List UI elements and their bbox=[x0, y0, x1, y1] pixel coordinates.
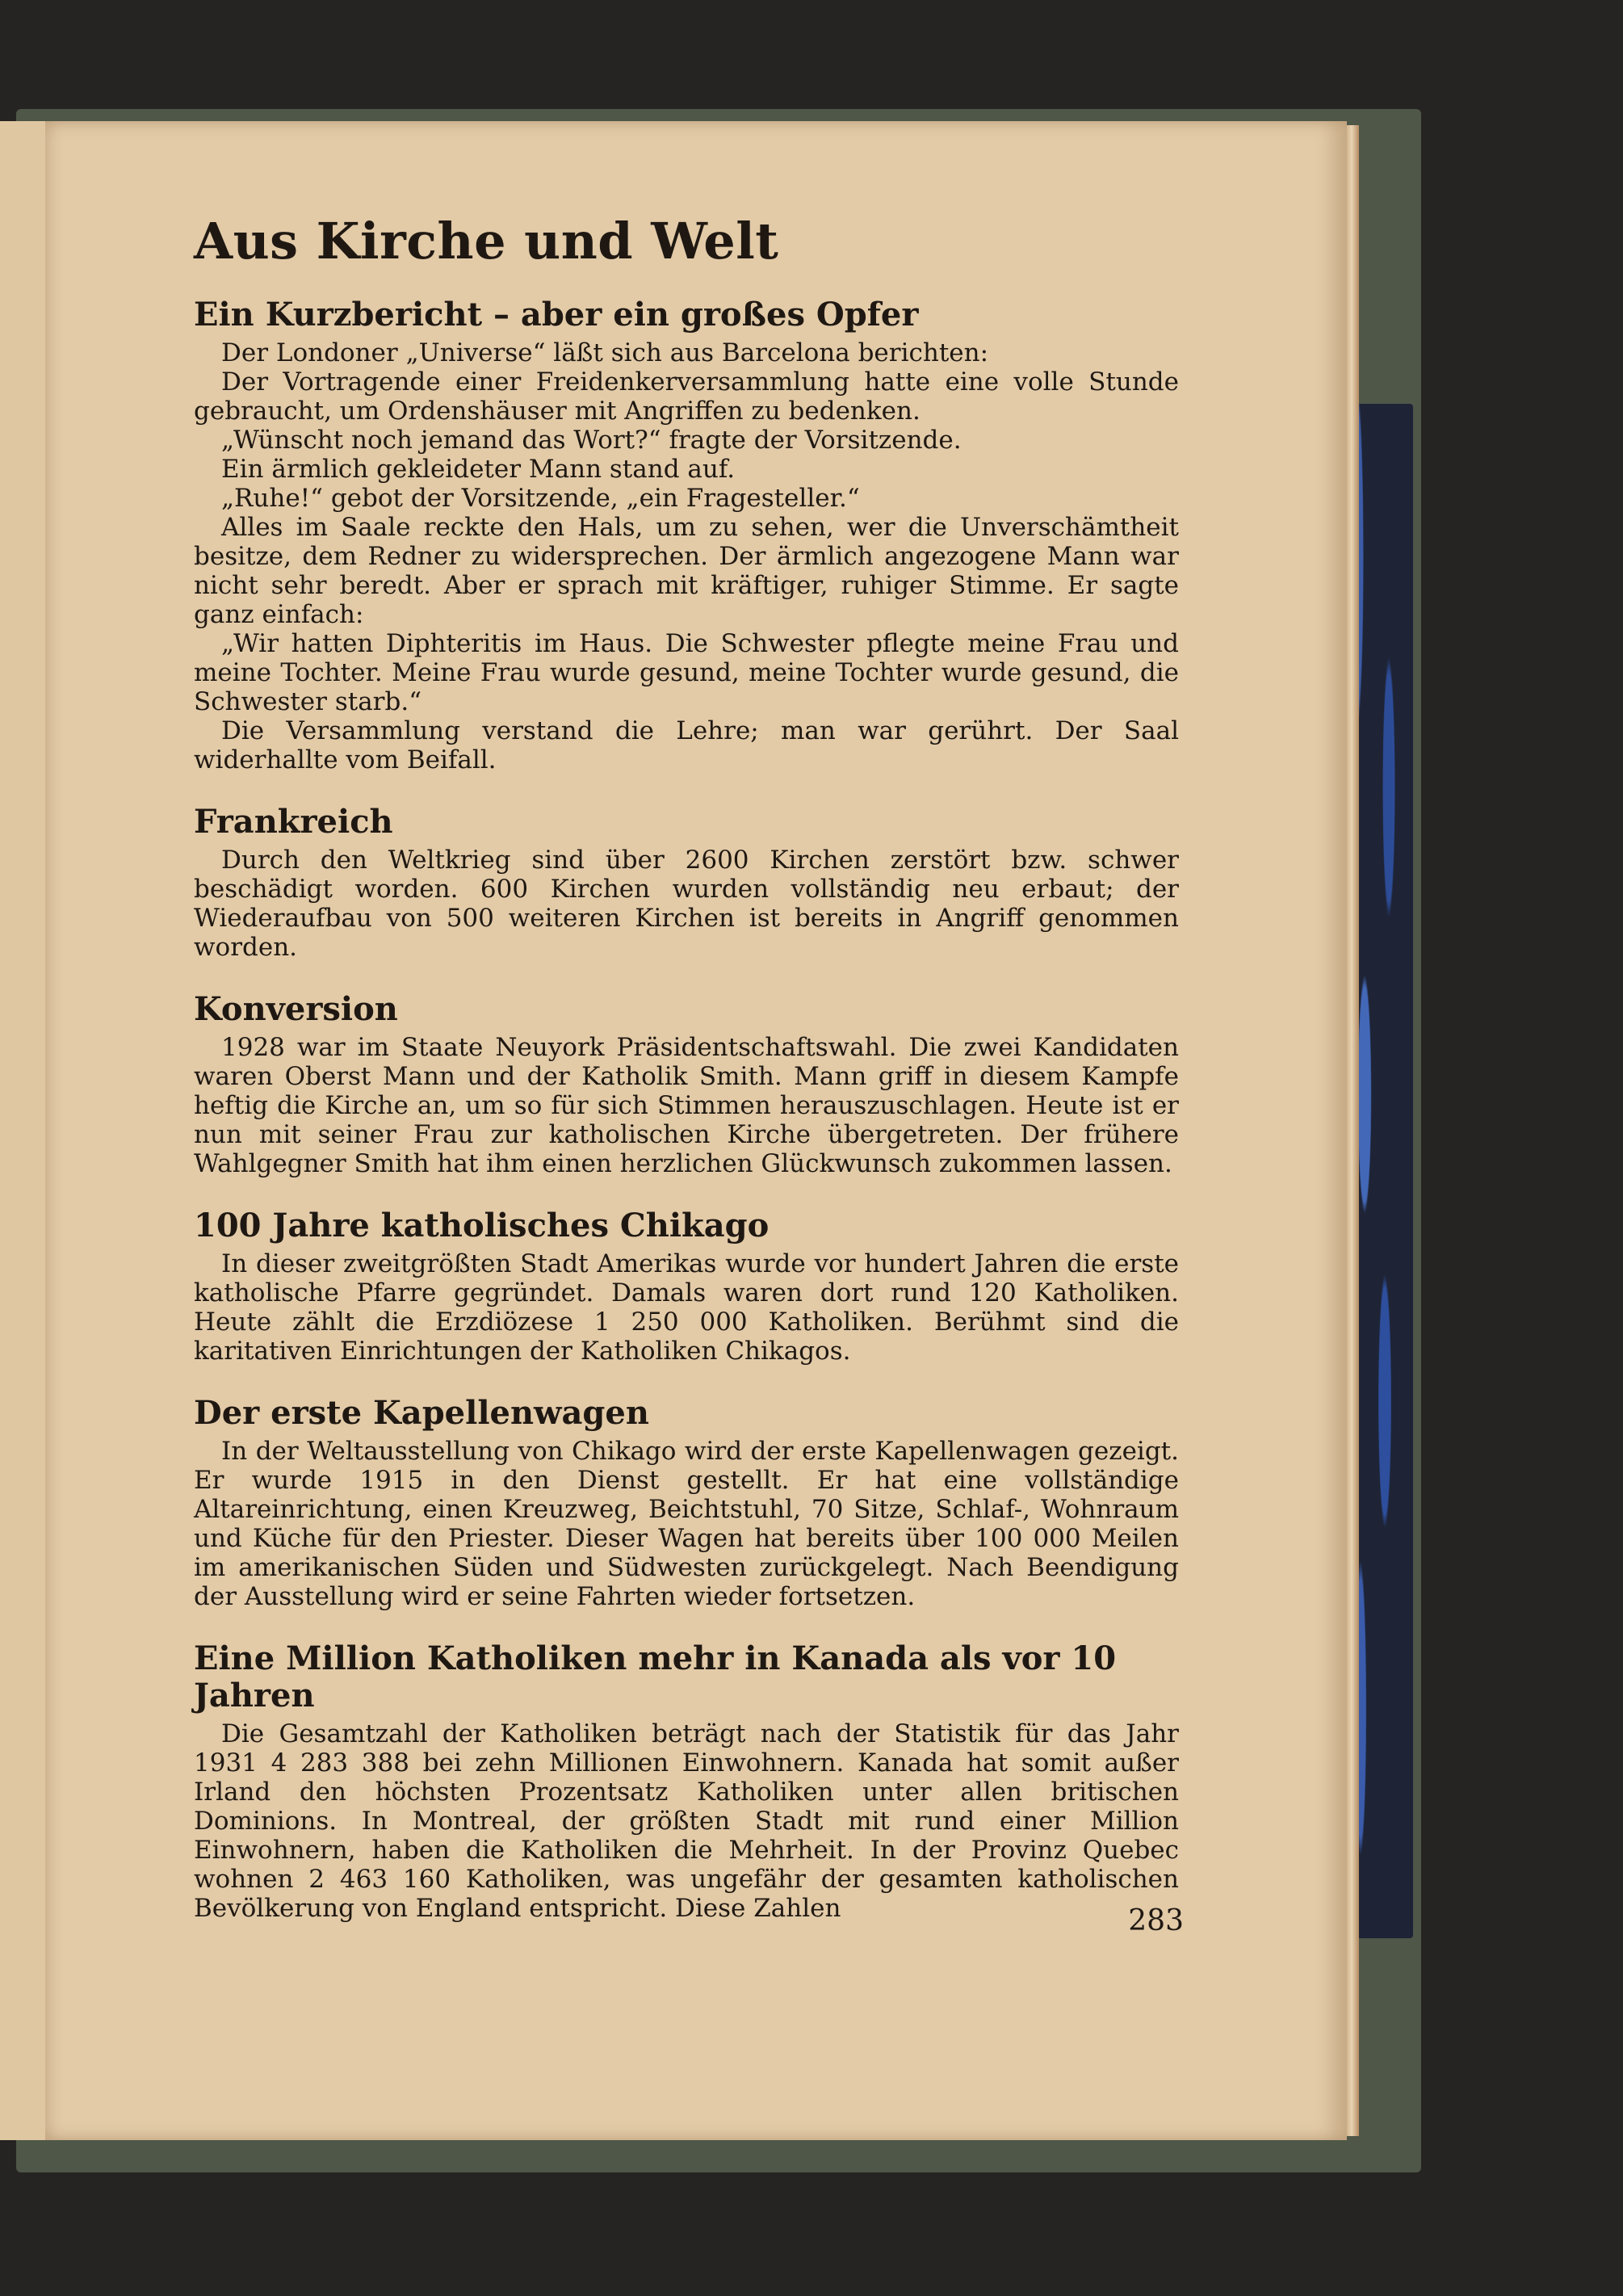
section-konversion bbox=[194, 991, 1179, 1178]
section-heading: 100 Jahre katholisches Chikago bbox=[194, 1207, 770, 1245]
paragraph: Die Versammlung verstand die Lehre; man war gerührt. Der Saal widerhallte vom Beifall. bbox=[194, 716, 1179, 775]
page-title: Aus Kirche und Welt bbox=[194, 212, 779, 271]
section-heading: Der erste Kapellenwagen bbox=[194, 1394, 649, 1433]
section-kanada bbox=[194, 1640, 1179, 1923]
paragraph: Der Londoner „Universe“ läßt sich aus Barcelona berichten: bbox=[221, 338, 989, 368]
section-chikago bbox=[194, 1207, 1179, 1366]
section-frankreich bbox=[194, 804, 1179, 962]
paragraph: Der Vortragende einer Freidenkerversammlung hatte eine volle Stunde gebraucht, um Ordenshäuser mit Angriffen zu bedenken. bbox=[194, 367, 1179, 426]
page-content bbox=[194, 214, 1179, 1952]
left-page-edge bbox=[0, 121, 49, 2140]
book-page bbox=[45, 121, 1347, 2140]
paragraph: Ein ärmlich gekleideter Mann stand auf. bbox=[221, 455, 736, 485]
page-number: 283 bbox=[1128, 1904, 1184, 1937]
section-kapellenwagen bbox=[194, 1395, 1179, 1611]
section-heading: Ein Kurzbericht – aber ein großes Opfer bbox=[194, 296, 919, 334]
section-heading: Eine Million Katholiken mehr in Kanada als vor 10 Jahren bbox=[194, 1639, 1117, 1715]
section-kurzbericht bbox=[194, 296, 1179, 774]
paragraph: „Ruhe!“ gebot der Vorsitzende, „ein Fragesteller.“ bbox=[221, 484, 860, 514]
section-heading: Frankreich bbox=[194, 803, 393, 842]
paragraph: „Wir hatten Diphteritis im Haus. Die Schwester pflegte meine Frau und meine Tochter. Meine Frau wurde gesund, meine Tochter wurde gesund, die Schwester starb.“ bbox=[194, 629, 1179, 717]
paragraph: Alles im Saale reckte den Hals, um zu sehen, wer die Unverschämtheit besitze, dem Redner zu widersprechen. Der ärmlich angezogene Mann war nicht sehr beredt. Aber er sprach mit kräftiger, ruhiger Stimme. Er sagte ganz einfach: bbox=[194, 513, 1179, 630]
paragraph: Durch den Weltkrieg sind über 2600 Kirchen zerstört bzw. schwer beschädigt worden. 600 Kirchen wurden vollständig neu erbaut; der Wiederaufbau von 500 weiteren Kirchen ist bereits in Angriff genommen worden. bbox=[194, 846, 1179, 963]
paragraph: In dieser zweitgrößten Stadt Amerikas wurde vor hundert Jahren die erste katholische Pfarre gegründet. Damals waren dort rund 120 Katholiken. Heute zählt die Erzdiözese 1 250 000 Katholiken. Berühmt sind die karitativen Einrichtungen der Katholiken Chikagos. bbox=[194, 1249, 1179, 1366]
paragraph: „Wünscht noch jemand das Wort?“ fragte der Vorsitzende. bbox=[221, 426, 962, 455]
section-heading: Konversion bbox=[194, 990, 398, 1029]
paragraph: Die Gesamtzahl der Katholiken beträgt nach der Statistik für das Jahr 1931 4 283 388 bei zehn Millionen Einwohnern. Kanada hat somit außer Irland den höchsten Prozentsatz Katholiken unter allen britischen Dominions. In Montreal, der größten Stadt mit rund einer Million Einwohnern, haben die Katholiken die Mehrheit. In der Provinz Quebec wohnen 2 463 160 Katholiken, was ungefähr der gesamten katholischen Bevölkerung von England entspricht. Diese Zahlen bbox=[194, 1719, 1179, 1924]
paragraph: In der Weltausstellung von Chikago wird der erste Kapellenwagen gezeigt. Er wurde 1915 in den Dienst gestellt. Er hat eine vollständige Altareinrichtung, einen Kreuzweg, Beichtstuhl, 70 Sitze, Schlaf-, Wohnraum und Küche für den Priester. Dieser Wagen hat bereits über 100 000 Meilen im amerikanischen Süden und Südwesten zurückgelegt. Nach Beendigung der Ausstellung wird er seine Fahrten wieder fortsetzen. bbox=[194, 1437, 1179, 1612]
paragraph: 1928 war im Staate Neuyork Präsidentschaftswahl. Die zwei Kandidaten waren Oberst Mann und der Katholik Smith. Mann griff in diesem Kampfe heftig die Kirche an, um so für sich Stimmen herauszuschlagen. Heute ist er nun mit seiner Frau zur katholischen Kirche übergetreten. Der frühere Wahlgegner Smith hat ihm einen herzlichen Glückwunsch zukommen lassen. bbox=[194, 1033, 1179, 1179]
